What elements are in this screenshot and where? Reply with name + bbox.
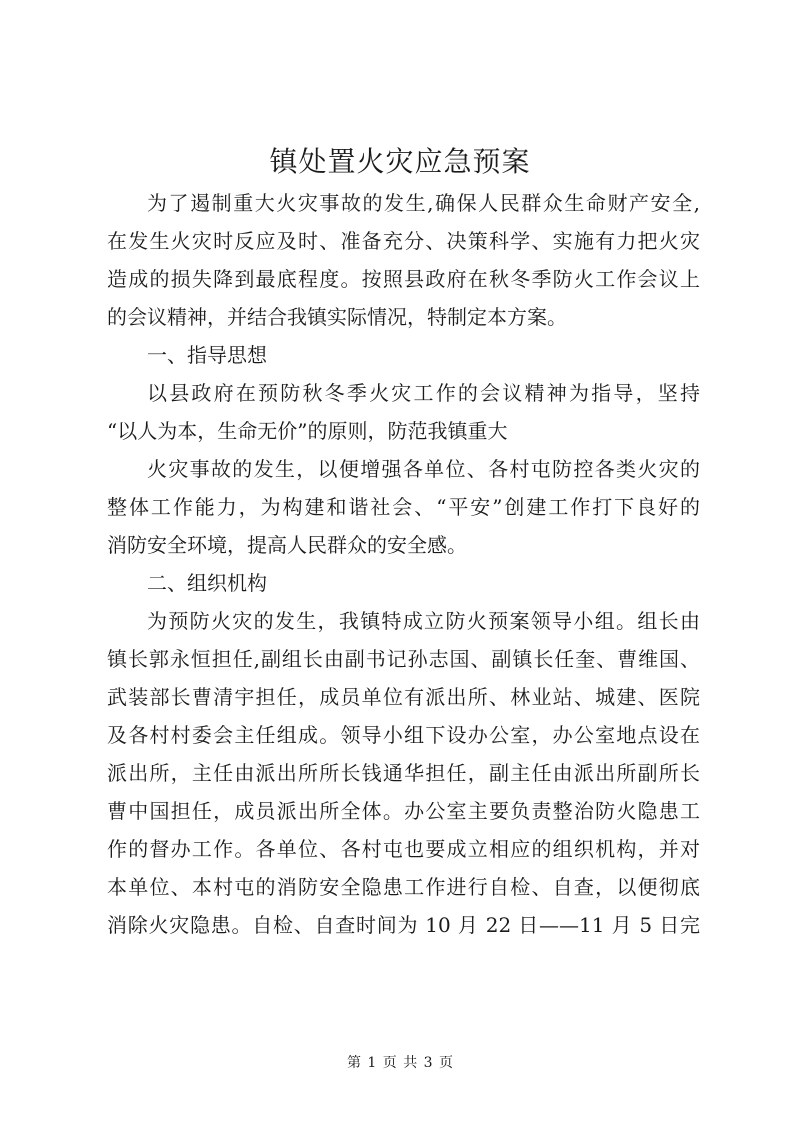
body-line: 作的督办工作。各单位、各村屯也要成立相应的组织机构，并对 xyxy=(107,837,700,861)
body-line: 及各村村委会主任组成。领导小组下设办公室，办公室地点设在 xyxy=(107,723,700,747)
page-number-footer: 第 1 页 共 3 页 xyxy=(346,1055,454,1071)
document-body xyxy=(107,184,700,944)
body-line: 为了遏制重大火灾事故的发生,确保人民群众生命财产安全, xyxy=(147,191,700,215)
body-line: 消除火灾隐患。自检、自查时间为 10 月 22 日——11 月 5 日完 xyxy=(107,913,700,937)
body-line: 派出所，主任由派出所所长钱通华担任，副主任由派出所副所长 xyxy=(107,761,700,785)
body-line: 火灾事故的发生，以便增强各单位、各村屯防控各类火灾的 xyxy=(147,457,700,481)
body-line: 为预防火灾的发生，我镇特成立防火预案领导小组。组长由 xyxy=(147,609,700,633)
body-line: 曹中国担任，成员派出所全体。办公室主要负责整治防火隐患工 xyxy=(107,799,700,823)
body-line: 造成的损失降到最底程度。按照县政府在秋冬季防火工作会议上 xyxy=(107,267,700,291)
body-line: 的会议精神，并结合我镇实际情况，特制定本方案。 xyxy=(107,305,567,329)
body-line: 在发生火灾时反应及时、准备充分、决策科学、实施有力把火灾 xyxy=(107,229,700,253)
section-heading: 二、组织机构 xyxy=(147,571,267,595)
body-line: 整体工作能力，为构建和谐社会、“平安”创建工作打下良好的 xyxy=(107,495,700,519)
body-line: 武装部长曹清宇担任，成员单位有派出所、林业站、城建、医院 xyxy=(107,685,700,709)
body-line: 消防安全环境，提高人民群众的安全感。 xyxy=(107,533,467,557)
body-line: 以县政府在预防秋冬季火灾工作的会议精神为指导，坚持 xyxy=(147,381,700,405)
body-line: 镇长郭永恒担任,副组长由副书记孙志国、副镇长任奎、曹维国、 xyxy=(107,647,700,671)
section-heading: 一、指导思想 xyxy=(147,343,267,367)
body-line: “以人为本，生命无价”的原则，防范我镇重大 xyxy=(107,419,508,443)
document-title: 镇处置火灾应急预案 xyxy=(269,145,531,178)
body-line: 本单位、本村屯的消防安全隐患工作进行自检、自查，以便彻底 xyxy=(107,875,700,899)
